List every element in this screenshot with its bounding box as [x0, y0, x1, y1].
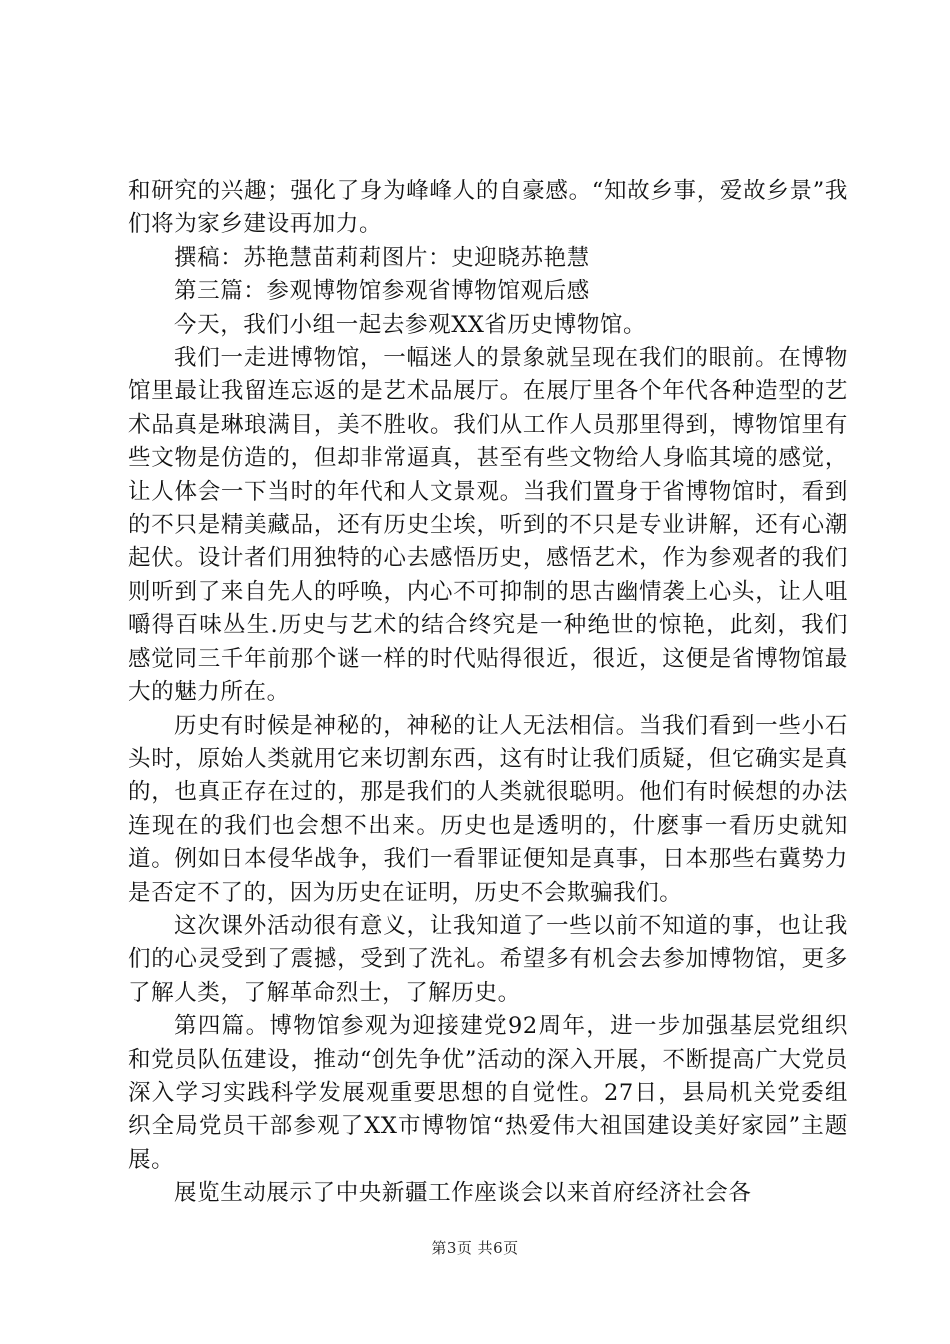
paragraph-museum-impression: 我们一走进博物馆，一幅迷人的景象就呈现在我们的眼前。在博物馆里最让我留连忘返的是艺术品展厅。在展厅里各个年代各种造型的艺术品真是琳琅满目，美不胜收。我们从工作人员那里得到，博物馆里有些文物是仿造的，但却非常逼真，甚至有些文物给人身临其境的感觉，让人体会一下当时的年代和人文景观。当我们置身于省博物馆时，看到的不只是精美藏品，还有历史尘埃，听到的不只是专业讲解，还有心潮起伏。设计者们用独特的心去感悟历史，感悟艺术，作为参观者的我们则听到了来自先人的呼唤，内心不可抑制的思古幽情袭上心头，让人咀嚼得百味丛生.历史与艺术的结合终究是一种绝世的惊艳，此刻，我们感觉同三千年前那个谜一样的时代贴得很近，很近，这便是省博物馆最大的魅力所在。 — [128, 345, 848, 706]
paragraph-history-mystery: 历史有时候是神秘的，神秘的让人无法相信。当我们看到一些小石头时，原始人类就用它来切割东西，这有时让我们质疑，但它确实是真的，也真正存在过的，那是我们的人类就很聪明。他们有时候想的办法连现在的我们也会想不出来。历史也是透明的，什麽事一看历史就知道。例如日本侵华战争，我们一看罪证便知是真事，日本那些右冀势力是否定不了的，因为历史在证明，历史不会欺骗我们。 — [128, 712, 848, 906]
paragraph-visit-intro: 今天，我们小组一起去参观XX省历史博物馆。 — [174, 311, 647, 338]
paragraph-exhibition: 展览生动展示了中央新疆工作座谈会以来首府经济社会各 — [174, 1180, 752, 1207]
paragraph-credits: 撰稿：苏艳慧苗莉莉图片：史迎晓苏艳慧 — [174, 244, 590, 271]
paragraph-section-four: 第四篇。博物馆参观为迎接建党92周年，进一步加强基层党组织和党员队伍建设，推动“创先争优”活动的深入开展，不断提高广大党员深入学习实践科学发展观重要思想的自觉性。27日，县局机关党委组织全局党员干部参观了XX市博物馆“热爱伟大祖国建设美好家园”主题展。 — [128, 1013, 848, 1173]
page-footer: 第3页 共6页 — [431, 1239, 519, 1257]
paragraph-continuation: 和研究的兴趣；强化了身为峰峰人的自豪感。“知故乡事，爱故乡景”我们将为家乡建设再加力。 — [128, 178, 848, 238]
document-body — [128, 175, 848, 1211]
paragraph-section-three-heading: 第三篇：参观博物馆参观省博物馆观后感 — [174, 278, 590, 305]
paragraph-activity-meaning: 这次课外活动很有意义，让我知道了一些以前不知道的事，也让我们的心灵受到了震撼，受到了洗礼。希望多有机会去参加博物馆，更多了解人类，了解革命烈士，了解历史。 — [128, 912, 848, 1006]
